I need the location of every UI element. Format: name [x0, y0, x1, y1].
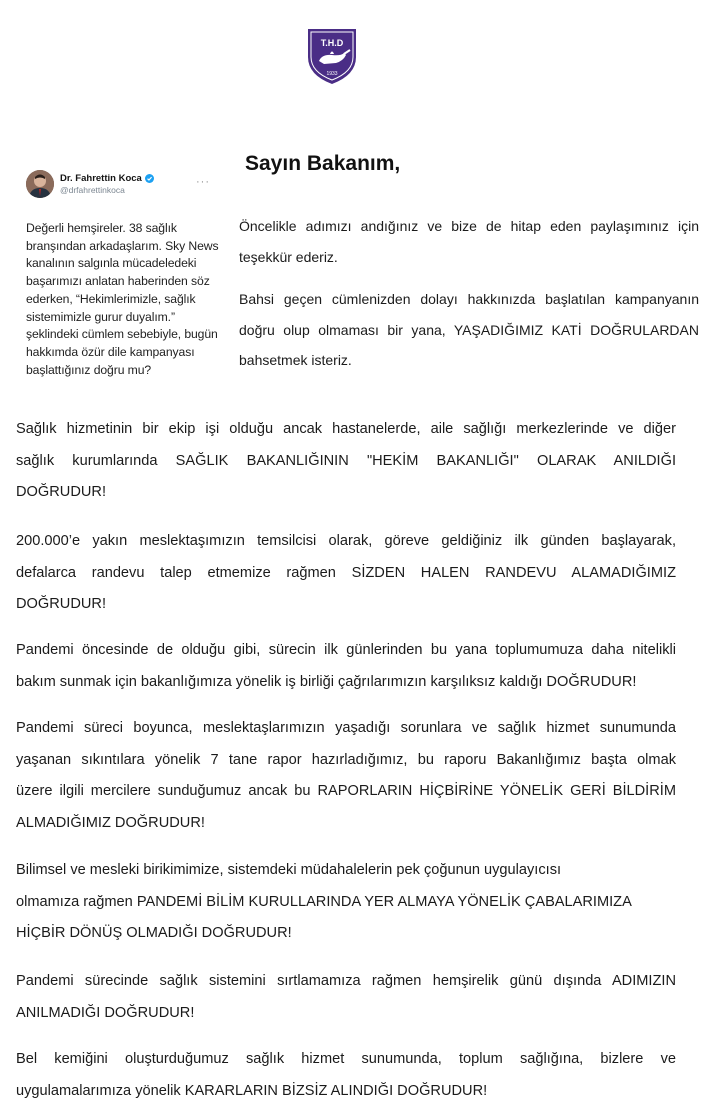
- tweet-line: başlattığınız doğru mu?: [26, 362, 152, 377]
- text-line: Bilimsel ve mesleki birikimimize, sistemdeki müdahalelerin pek çoğunun uygulayıcısı: [16, 862, 562, 878]
- text-line: bahsetmek isteriz.: [239, 352, 352, 368]
- text-line: DOĞRUDUR!: [16, 484, 106, 500]
- tweet-card: [26, 170, 219, 379]
- text-line: Sağlık hizmetinin bir ekip işi olduğu ancak hastanelerde, aile sağlığı merkezlerinde ve diğer: [16, 421, 676, 437]
- more-options-icon[interactable]: ···: [196, 176, 210, 188]
- salutation-heading: Sayın Bakanım,: [245, 152, 401, 175]
- text-line: 200.000’e yakın meslektaşımızın temsilcisi olarak, göreve geldiğiniz ilk günden başlayarak,: [16, 533, 676, 549]
- text-line: sağlık kurumlarında SAĞLIK BAKANLIĞININ "HEKİM BAKANLIĞI" OLARAK ANILDIĞI: [16, 452, 676, 469]
- tweet-line: şeklindeki cümlem sebebiyle, bugün: [26, 327, 218, 342]
- text-line: Bahsi geçen cümlenizden dolayı hakkınızda başlatılan kampanyanın: [239, 291, 699, 307]
- tweet-line: başarımızı anlatan haberinden söz: [26, 274, 210, 289]
- tweet-text: [26, 220, 219, 379]
- text-line: Bel kemiğini oluşturduğumuz sağlık hizmet sunumunda, toplum sağlığına, bizlere ve: [16, 1051, 676, 1067]
- intro-paragraph: [239, 284, 699, 376]
- text-line: Pandemi öncesinde de olduğu gibi, sürecin ilk günlerinden bu yana toplumumuza daha nitelikli: [16, 642, 676, 658]
- text-line: bakım sunmak için bakanlığımıza yönelik iş birliği çağrılarımızın karşılıksız kaldığı DOĞRUDUR!: [16, 673, 637, 690]
- text-line: defalarca randevu talep etmemize rağmen SİZDEN HALEN RANDEVU ALAMADIĞIMIZ: [16, 564, 676, 581]
- tweet-author: Dr. Fahrettin Koca: [60, 173, 142, 184]
- logo-year: 1933: [326, 71, 338, 77]
- thd-logo: [306, 27, 358, 85]
- text-line: Pandemi süreci boyunca, meslektaşlarımızın yaşadığı sorunlara ve sağlık hizmet sunumunda: [16, 720, 676, 736]
- tweet-line: kanalının salgınla mücadeledeki: [26, 256, 197, 271]
- text-line: uygulamalarımıza yönelik KARARLARIN BİZSİZ ALINDIĞI DOĞRUDUR!: [16, 1082, 488, 1099]
- text-line: HİÇBİR DÖNÜŞ OLMADIĞI DOĞRUDUR!: [16, 925, 292, 941]
- body-paragraph: [16, 526, 676, 621]
- intro-paragraph: [239, 211, 699, 272]
- text-line: doğru olup olmaması bir yana, YAŞADIĞIMIZ KATİ DOĞRULARDAN: [239, 321, 699, 338]
- text-line: yaşanan sıkıntılara yönelik 7 tane rapor hazırladığımız, bu raporu Bakanlığımız başta olmak: [16, 751, 676, 768]
- text-line: olmamıza rağmen PANDEMİ BİLİM KURULLARINDA YER ALMAYA YÖNELİK ÇABALARIMIZA: [16, 893, 632, 910]
- tweet-line: sistemimizle gurur duyalım.”: [26, 309, 175, 324]
- body-paragraph: [16, 713, 676, 839]
- tweet-line: hakkımda özür dile kampanyası: [26, 344, 195, 359]
- logo-text: T.H.D: [320, 38, 344, 48]
- text-line: ALMADIĞIMIZ DOĞRUDUR!: [16, 814, 205, 831]
- text-line: teşekkür ederiz.: [239, 248, 338, 265]
- body-paragraph: [16, 635, 676, 698]
- tweet-line: ederken, “Hekimlerimizle, sağlık: [26, 291, 196, 306]
- body-paragraph: [16, 414, 676, 509]
- text-line: ANILMADIĞI DOĞRUDUR!: [16, 1004, 195, 1021]
- text-line: Pandemi sürecinde sağlık sistemini sırtlamamıza rağmen hemşirelik günü dışında ADIMIZIN: [16, 973, 676, 989]
- tweet-handle: @drfahrettinkoca: [60, 185, 125, 195]
- tweet-line: Değerli hemşireler. 38 sağlık: [26, 221, 177, 235]
- avatar: [26, 170, 54, 198]
- body-paragraph: [16, 855, 676, 950]
- verified-badge-icon: [145, 174, 154, 183]
- text-line: DOĞRUDUR!: [16, 596, 106, 612]
- tweet-line: branşından arkadaşlarım. Sky News: [26, 238, 219, 253]
- text-line: üzere ilgili mercilere sunduğumuz ancak bu RAPORLARIN HİÇBİRİNE YÖNELİK GERİ BİLDİRİM: [16, 783, 676, 799]
- body-paragraph: [16, 966, 676, 1029]
- body-paragraph: [16, 1044, 676, 1107]
- text-line: Öncelikle adımızı andığınız ve bize de hitap eden paylaşımınız için: [239, 218, 699, 234]
